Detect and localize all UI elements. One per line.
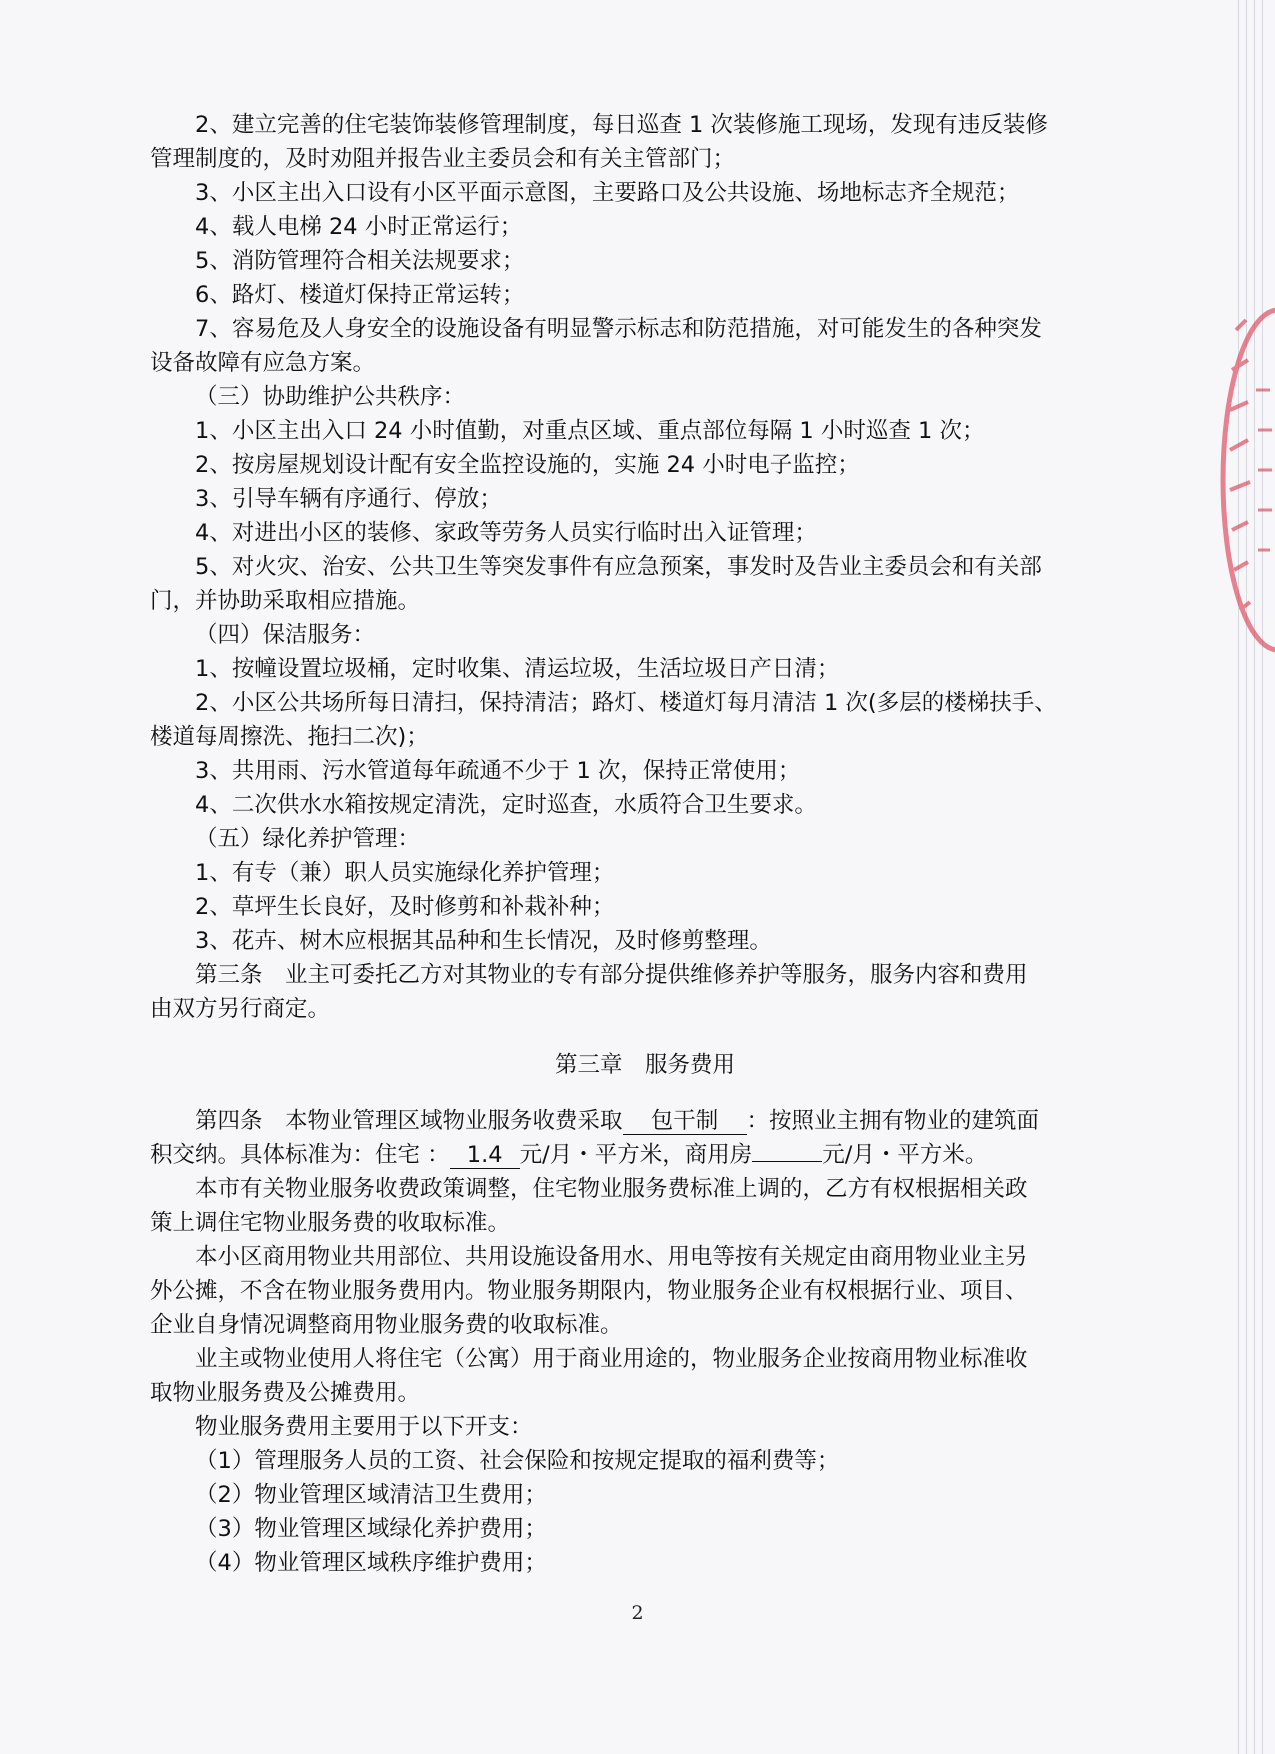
body-line: 门，并协助采取相应措施。: [150, 588, 421, 614]
body-line: 设备故障有应急方案。: [150, 350, 376, 376]
rate-suffix: 元/月・平方米。: [822, 1142, 988, 1168]
body-line: 取物业服务费及公摊费用。: [150, 1380, 421, 1406]
body-line: 3、共用雨、污水管道每年疏通不少于 1 次，保持正常使用；: [195, 758, 801, 784]
body-line: 物业服务费用主要用于以下开支：: [195, 1414, 533, 1440]
rate-prefix: 积交纳。具体标准为：住宅 ：: [150, 1142, 450, 1168]
body-line: 5、对火灾、治安、公共卫生等突发事件有应急预案，事发时及告业主委员会和有关部: [195, 554, 1042, 580]
rate-middle: 元/月・平方米，商用房: [519, 1142, 753, 1168]
body-line: 7、容易危及人身安全的设施设备有明显警示标志和防范措施，对可能发生的各种突发: [195, 316, 1042, 342]
article-4-prefix: 第四条 本物业管理区域物业服务收费采取: [195, 1108, 623, 1134]
body-line: 3、小区主出入口设有小区平面示意图，主要路口及公共设施、场地标志齐全规范；: [195, 180, 1020, 206]
section-heading: （五）绿化养护管理：: [195, 826, 421, 852]
body-line: 业主或物业使用人将住宅（公寓）用于商业用途的，物业服务企业按商用物业标准收: [195, 1346, 1028, 1372]
body-line: 4、载人电梯 24 小时正常运行；: [195, 214, 523, 240]
page-stack-edge: [1238, 0, 1239, 1754]
body-line: 本小区商用物业共用部位、共用设施设备用水、用电等按有关规定由商用物业业主另: [195, 1244, 1028, 1270]
body-line: 本市有关物业服务收费政策调整，住宅物业服务费标准上调的，乙方有权根据相关政: [195, 1176, 1028, 1202]
body-line: 6、路灯、楼道灯保持正常运转；: [195, 282, 525, 308]
body-line: 管理制度的，及时劝阻并报告业主委员会和有关主管部门；: [150, 146, 736, 172]
residential-rate-value: 1.4: [450, 1142, 520, 1169]
expense-item: （4）物业管理区域秩序维护费用；: [195, 1550, 547, 1576]
article-4: [195, 1106, 1039, 1136]
body-line: 2、草坪生长良好，及时修剪和补栽补种；: [195, 894, 615, 920]
body-line: 楼道每周擦洗、拖扫二次)；: [150, 724, 429, 750]
body-line: 外公摊，不含在物业服务费用内。物业服务期限内，物业服务企业有权根据行业、项目、: [150, 1278, 1028, 1304]
chapter-title: 第三章 服务费用: [554, 1052, 735, 1078]
article-4-suffix: ：按照业主拥有物业的建筑面: [746, 1108, 1040, 1134]
page-stack-edge: [1262, 0, 1263, 1754]
expense-item: （3）物业管理区域绿化养护费用；: [195, 1516, 547, 1542]
red-seal-stamp: [1218, 290, 1275, 670]
body-line: 1、按幢设置垃圾桶，定时收集、清运垃圾，生活垃圾日产日清；: [195, 656, 840, 682]
body-line: 2、小区公共场所每日清扫，保持清洁；路灯、楼道灯每月清洁 1 次(多层的楼梯扶手、: [195, 690, 1057, 716]
body-line: 1、小区主出入口 24 小时值勤，对重点区域、重点部位每隔 1 小时巡查 1 次；: [195, 418, 985, 444]
section-heading: （四）保洁服务：: [195, 622, 376, 648]
charge-method-value: 包干制: [623, 1108, 747, 1135]
page-stack-edge: [1254, 0, 1255, 1754]
body-line: 5、消防管理符合相关法规要求；: [195, 248, 525, 274]
body-line: 1、有专（兼）职人员实施绿化养护管理；: [195, 860, 615, 886]
article-3: 第三条 业主可委托乙方对其物业的专有部分提供维修养护等服务，服务内容和费用: [195, 962, 1028, 988]
body-line: 由双方另行商定。: [150, 996, 331, 1022]
page-number: 2: [631, 1602, 644, 1624]
body-line: 2、建立完善的住宅装饰装修管理制度，每日巡查 1 次装修施工现场，发现有违反装修: [195, 112, 1048, 138]
body-line: 4、对进出小区的装修、家政等劳务人员实行临时出入证管理；: [195, 520, 817, 546]
body-line: 2、按房屋规划设计配有安全监控设施的，实施 24 小时电子监控；: [195, 452, 860, 478]
rate-line: [150, 1140, 987, 1170]
expense-item: （2）物业管理区域清洁卫生费用；: [195, 1482, 547, 1508]
commercial-rate-blank: [752, 1161, 822, 1162]
body-line: 策上调住宅物业服务费的收取标准。: [150, 1210, 511, 1236]
body-line: 3、引导车辆有序通行、停放；: [195, 486, 502, 512]
body-line: 3、花卉、树木应根据其品种和生长情况，及时修剪整理。: [195, 928, 772, 954]
expense-item: （1）管理服务人员的工资、社会保险和按规定提取的福利费等；: [195, 1448, 840, 1474]
body-line: 企业自身情况调整商用物业服务费的收取标准。: [150, 1312, 623, 1338]
section-heading: （三）协助维护公共秩序：: [195, 384, 466, 410]
body-line: 4、二次供水水箱按规定清洗，定时巡查，水质符合卫生要求。: [195, 792, 817, 818]
page-stack-edge: [1246, 0, 1247, 1754]
